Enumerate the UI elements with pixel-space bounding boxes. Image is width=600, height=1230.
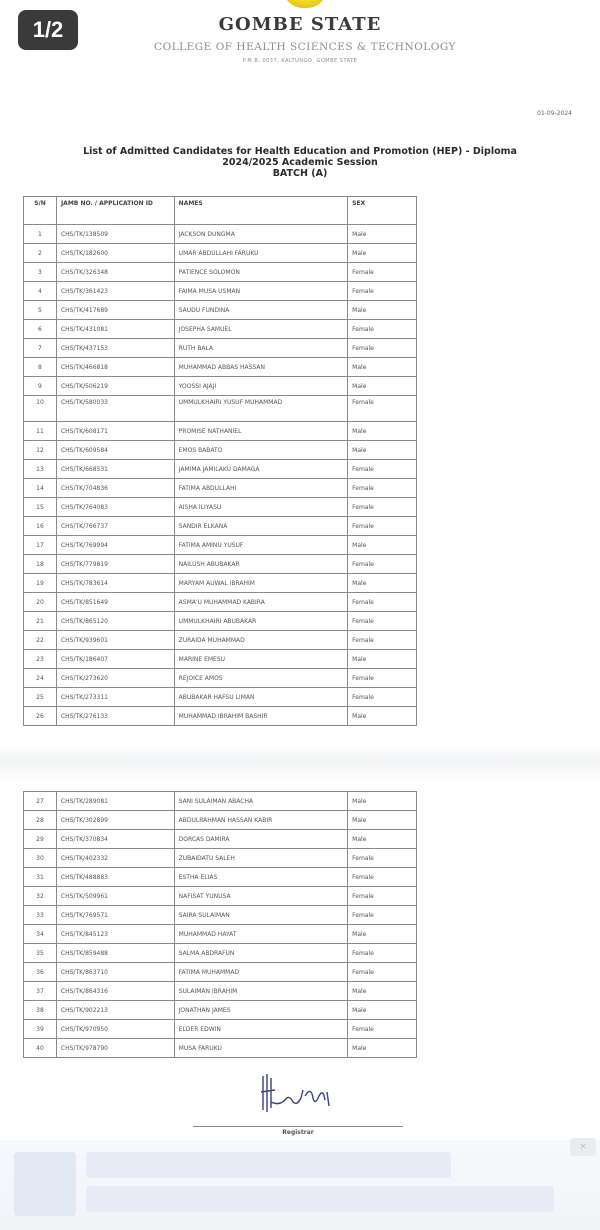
cell-sex: Female [348,479,417,498]
table-row [24,536,417,555]
table-row [24,707,417,726]
cell-name: SANI SULAIMAN ABACHA [174,792,347,811]
cell-sex: Male [348,650,417,669]
cell-sn: 28 [24,811,57,830]
cell-sex: Female [348,320,417,339]
cell-name: FATIMA ABDULLAHI [174,479,347,498]
cell-application-id: CHS/TK/186407 [56,650,174,669]
cell-name: MUSA FARUKU [174,1039,347,1058]
cell-name: MUHAMMAD IBRAHIM BASHIR [174,707,347,726]
cell-sex: Female [348,498,417,517]
header-application-id: JAMB NO. / APPLICATION ID [56,197,174,225]
cell-name: UMAR ABDULLAHI FARUKU [174,244,347,263]
cell-sex: Male [348,244,417,263]
table-row [24,479,417,498]
cell-sex: Female [348,517,417,536]
cell-name: SALMA ABDRAFUN [174,944,347,963]
cell-name: RUTH BALA [174,339,347,358]
cell-sn: 14 [24,479,57,498]
cell-sn: 31 [24,868,57,887]
cell-application-id: CHS/TK/466818 [56,358,174,377]
title-line-2: 2024/2025 Academic Session [222,157,378,168]
table-row [24,358,417,377]
cell-name: PROMISE NATHANIEL [174,422,347,441]
cell-sn: 38 [24,1001,57,1020]
table-row [24,282,417,301]
table-row [24,1001,417,1020]
cell-sn: 10 [24,396,57,422]
cell-application-id: CHS/TK/863710 [56,963,174,982]
cell-sn: 11 [24,422,57,441]
cell-application-id: CHS/TK/704836 [56,479,174,498]
cell-sn: 8 [24,358,57,377]
table-row [24,792,417,811]
cell-application-id: CHS/TK/273620 [56,669,174,688]
table-row [24,1039,417,1058]
table-row [24,422,417,441]
table-row [24,688,417,707]
cell-sex: Male [348,792,417,811]
header-sex: SEX [348,197,417,225]
cell-sn: 22 [24,631,57,650]
cell-sex: Male [348,1039,417,1058]
header-sn: S/N [24,197,57,225]
cell-name: JAMIMA JAMILAKU DAMAGA [174,460,347,479]
document-date: 01-09-2024 [537,110,572,117]
cell-sex: Male [348,422,417,441]
cell-application-id: CHS/TK/402332 [56,849,174,868]
cell-sex: Female [348,669,417,688]
ad-close-button[interactable]: × [570,1138,596,1156]
cell-sn: 5 [24,301,57,320]
ad-banner[interactable] [0,1140,600,1230]
cell-sn: 27 [24,792,57,811]
cell-application-id: CHS/TK/289081 [56,792,174,811]
table-row [24,650,417,669]
table-row [24,631,417,650]
table-row [24,868,417,887]
cell-sex: Female [348,612,417,631]
cell-name: ESTHA ELIAS [174,868,347,887]
cell-sex: Male [348,536,417,555]
cell-name: SANDIR ELKANA [174,517,347,536]
table-row [24,811,417,830]
college-address: P.M.B. 0037, KALTUNGO, GOMBE STATE [242,58,358,64]
cell-application-id: CHS/TK/668531 [56,460,174,479]
table-row [24,320,417,339]
cell-sex: Female [348,868,417,887]
cell-application-id: CHS/TK/580033 [56,396,174,422]
cell-sn: 21 [24,612,57,631]
table-row [24,612,417,631]
cell-name: NAFISAT YUNUSA [174,887,347,906]
table-row [24,377,417,396]
table-row [24,925,417,944]
ad-headline[interactable] [86,1152,451,1178]
cell-sex: Male [348,301,417,320]
table-row [24,593,417,612]
cell-application-id: CHS/TK/902213 [56,1001,174,1020]
cell-name: FATIMA MUHAMMAD [174,963,347,982]
cell-sex: Male [348,707,417,726]
header-names: NAMES [174,197,347,225]
cell-sex: Female [348,944,417,963]
cell-sex: Female [348,282,417,301]
cell-application-id: CHS/TK/845123 [56,925,174,944]
cell-sn: 20 [24,593,57,612]
table-row [24,555,417,574]
cell-sn: 34 [24,925,57,944]
cell-sn: 23 [24,650,57,669]
cell-name: MARINE EMESU [174,650,347,669]
cell-sn: 35 [24,944,57,963]
cell-application-id: CHS/TK/608171 [56,422,174,441]
cell-sex: Male [348,377,417,396]
cell-name: JACKSON DUNGMA [174,225,347,244]
cell-sn: 37 [24,982,57,1001]
table-header-row [24,197,417,225]
cell-sex: Female [348,906,417,925]
cell-name: SAIRA SULAIMAN [174,906,347,925]
cell-application-id: CHS/TK/276133 [56,707,174,726]
cell-sn: 25 [24,688,57,707]
cell-sn: 19 [24,574,57,593]
cell-sex: Female [348,631,417,650]
cell-name: EMOS BABATO [174,441,347,460]
cell-name: NAILUSH ABUBAKAR [174,555,347,574]
cell-sex: Female [348,849,417,868]
cell-name: MUHAMMAD ABBAS HASSAN [174,358,347,377]
cell-sex: Male [348,1001,417,1020]
cell-name: FATIMA AMINU YUSUF [174,536,347,555]
cell-name: ABDULRAHMAN HASSAN KABIR [174,811,347,830]
table-row [24,574,417,593]
cell-application-id: CHS/TK/326348 [56,263,174,282]
cell-application-id: CHS/TK/851649 [56,593,174,612]
cell-sex: Female [348,263,417,282]
table-row [24,982,417,1001]
cell-application-id: CHS/TK/769994 [56,536,174,555]
table-row [24,441,417,460]
table-row [24,339,417,358]
cell-name: UMMULKHAIRI YUSUF MUHAMMAD [174,396,347,422]
cell-sex: Male [348,441,417,460]
cell-application-id: CHS/TK/783614 [56,574,174,593]
signatory-label: Registrar [282,1129,314,1136]
cell-sn: 29 [24,830,57,849]
cell-sn: 39 [24,1020,57,1039]
cell-application-id: CHS/TK/764083 [56,498,174,517]
state-title: GOMBE STATE [218,14,382,35]
cell-sn: 33 [24,906,57,925]
cell-sn: 1 [24,225,57,244]
table-row [24,944,417,963]
cell-name: JONATHAN JAMES [174,1001,347,1020]
cell-sn: 36 [24,963,57,982]
cell-name: SAUDU FUNDINA [174,301,347,320]
title-line-3: BATCH (A) [272,168,328,179]
admission-table-page-2 [23,791,417,1058]
cell-application-id: CHS/TK/506219 [56,377,174,396]
signature-icon [255,1072,345,1116]
cell-sn: 16 [24,517,57,536]
cell-sex: Female [348,593,417,612]
cell-sn: 6 [24,320,57,339]
cell-sex: Female [348,396,417,422]
document-title [12,146,588,179]
table-row [24,301,417,320]
table-row [24,517,417,536]
cell-application-id: CHS/TK/273311 [56,688,174,707]
cell-application-id: CHS/TK/417689 [56,301,174,320]
table-row [24,225,417,244]
cell-application-id: CHS/TK/488883 [56,868,174,887]
cell-sn: 2 [24,244,57,263]
cell-sn: 24 [24,669,57,688]
cell-name: ZUBAIDATU SALEH [174,849,347,868]
table-row [24,849,417,868]
cell-application-id: CHS/TK/361423 [56,282,174,301]
cell-name: MARYAM AUWAL IBRAHIM [174,574,347,593]
table-row [24,669,417,688]
cell-application-id: CHS/TK/769571 [56,906,174,925]
cell-name: SULAIMAN IBRAHIM [174,982,347,1001]
page-indicator: 1/2 [18,10,78,50]
cell-name: PATIENCE SOLOMON [174,263,347,282]
cell-sn: 13 [24,460,57,479]
cell-application-id: CHS/TK/859488 [56,944,174,963]
table-row [24,906,417,925]
table-row [24,887,417,906]
cell-application-id: CHS/TK/370834 [56,830,174,849]
cell-sex: Male [348,358,417,377]
cell-name: FAIMA MUSA USMAN [174,282,347,301]
cell-name: AISHA ILIYASU [174,498,347,517]
cell-sex: Female [348,963,417,982]
cell-application-id: CHS/TK/766737 [56,517,174,536]
table-row [24,396,417,422]
cell-application-id: CHS/TK/437153 [56,339,174,358]
cell-application-id: CHS/TK/302899 [56,811,174,830]
cell-sn: 30 [24,849,57,868]
cell-application-id: CHS/TK/970950 [56,1020,174,1039]
table-row [24,244,417,263]
cell-sex: Female [348,887,417,906]
cell-sn: 17 [24,536,57,555]
cell-application-id: CHS/TK/431081 [56,320,174,339]
cell-sex: Male [348,925,417,944]
cell-application-id: CHS/TK/978790 [56,1039,174,1058]
cell-name: ABUBAKAR HAFSU LIMAN [174,688,347,707]
cell-name: JOSEPHA SAMUEL [174,320,347,339]
cell-name: UMMULKHAIRI ABUBAKAR [174,612,347,631]
ad-thumbnail[interactable] [14,1152,76,1216]
cell-sex: Male [348,225,417,244]
cell-sn: 9 [24,377,57,396]
cell-sex: Female [348,555,417,574]
cell-application-id: CHS/TK/939601 [56,631,174,650]
cell-application-id: CHS/TK/138509 [56,225,174,244]
cell-application-id: CHS/TK/864316 [56,982,174,1001]
table-row [24,830,417,849]
table-row [24,460,417,479]
cell-sex: Female [348,460,417,479]
ad-description[interactable] [86,1186,554,1212]
admission-table-page-1 [23,196,417,726]
cell-sex: Male [348,574,417,593]
cell-sex: Male [348,982,417,1001]
table-row [24,498,417,517]
cell-name: YOOSSI AJAJI [174,377,347,396]
cell-name: DORCAS DAMIRA [174,830,347,849]
cell-application-id: CHS/TK/509961 [56,887,174,906]
cell-sex: Female [348,688,417,707]
college-title: COLLEGE OF HEALTH SCIENCES & TECHNOLOGY [154,41,456,53]
table-row [24,963,417,982]
cell-application-id: CHS/TK/182600 [56,244,174,263]
cell-sn: 15 [24,498,57,517]
cell-application-id: CHS/TK/779819 [56,555,174,574]
cell-sex: Female [348,339,417,358]
table-row [24,1020,417,1039]
cell-application-id: CHS/TK/865120 [56,612,174,631]
cell-name: REJOICE AMOS [174,669,347,688]
cell-sn: 40 [24,1039,57,1058]
page-separator [0,745,600,785]
cell-application-id: CHS/TK/609584 [56,441,174,460]
cell-sex: Male [348,811,417,830]
cell-sn: 26 [24,707,57,726]
cell-name: ELDER EDWIN [174,1020,347,1039]
cell-name: MUHAMMAD HAYAT [174,925,347,944]
cell-name: ZURAIDA MUHAMMAD [174,631,347,650]
cell-sn: 4 [24,282,57,301]
college-logo-icon [283,0,327,8]
cell-sn: 3 [24,263,57,282]
cell-name: ASMA'U MUHAMMAD KABIRA [174,593,347,612]
cell-sn: 18 [24,555,57,574]
cell-sn: 7 [24,339,57,358]
signature-line [193,1126,403,1127]
table-row [24,263,417,282]
title-line-1: List of Admitted Candidates for Health Education and Promotion (HEP) - Diploma [83,146,517,157]
cell-sex: Female [348,1020,417,1039]
cell-sn: 12 [24,441,57,460]
cell-sex: Male [348,830,417,849]
cell-sn: 32 [24,887,57,906]
